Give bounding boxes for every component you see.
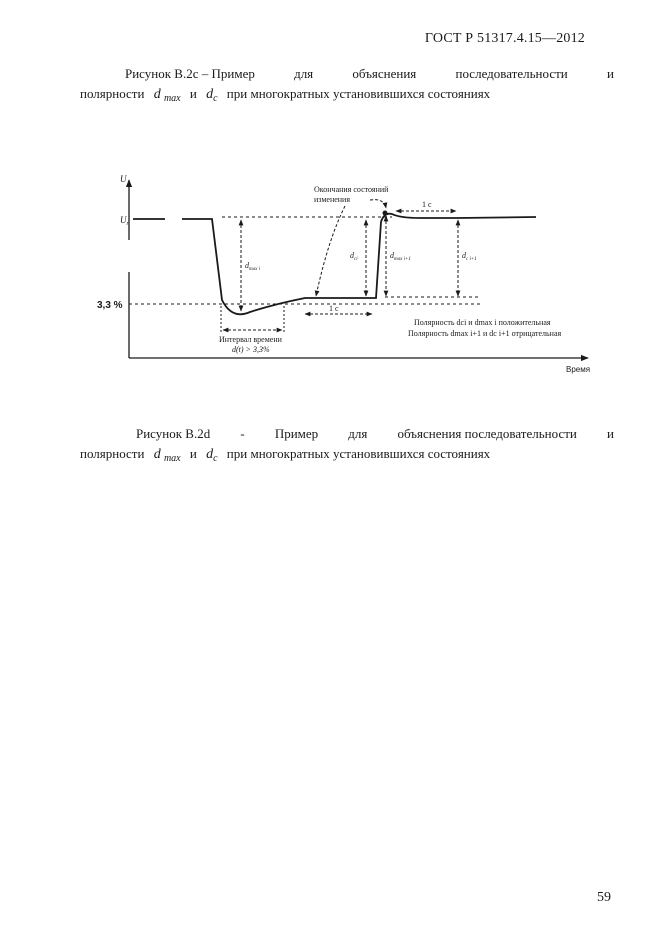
caption-word: объяснения последовательности xyxy=(397,426,577,441)
one-second-label-1: 1 с xyxy=(422,200,432,209)
dmax-i-label: $d_{max i}$ xyxy=(245,261,260,272)
caption-word: и xyxy=(606,66,614,81)
page-number: 59 xyxy=(597,890,611,905)
dmax-symbol: d xyxy=(153,87,161,102)
caption-prefix: полярности xyxy=(80,446,145,461)
caption-word: Рисунок В.2с – Пример xyxy=(125,66,255,81)
dmax-symbol: d xyxy=(153,447,161,462)
caption-word: последовательности xyxy=(455,66,568,81)
interval-label-2: d(t) > 3,3% xyxy=(232,345,270,354)
dc-symbol: d xyxy=(206,87,214,102)
caption-word: для xyxy=(348,426,368,441)
caption-suffix: при многократных установившихся состояниях xyxy=(226,446,491,461)
waveform-diagram xyxy=(0,0,661,400)
dc-subscript: c xyxy=(213,93,218,104)
caption-and: и xyxy=(189,86,197,101)
end-states-label-2: изменения xyxy=(314,195,351,204)
caption-suffix: при многократных установившихся состояниях xyxy=(226,86,491,101)
dmax-subscript: max xyxy=(163,93,181,104)
caption-word: и xyxy=(606,426,614,441)
dmax-subscript: max xyxy=(163,453,181,464)
x-axis-label: Время xyxy=(566,365,591,374)
polarity-negative-label: Полярность dmax i+1 и dc i+1 отрицательная xyxy=(408,329,562,338)
document-code: ГОСТ Р 51317.4.15—2012 xyxy=(424,31,585,46)
caption-line-2 xyxy=(80,444,614,469)
polarity-positive-label: Полярность dci и dmax i положительная xyxy=(414,318,551,327)
dci-label: $d_{ci}$ xyxy=(350,251,358,262)
caption-word: Рисунок В.2d xyxy=(136,426,211,441)
one-second-label-2: 1 с xyxy=(329,304,339,313)
caption-prefix: полярности xyxy=(80,86,145,101)
dmax-i1-label: $d_{max i+1}$ xyxy=(390,251,411,262)
dc-symbol: d xyxy=(206,447,214,462)
un-label: $U_n$ xyxy=(120,215,130,227)
caption-and: и xyxy=(189,446,197,461)
interval-label-1: Интервал времени xyxy=(219,335,282,344)
level-3-3-label: 3,3 % xyxy=(97,300,123,311)
end-states-label-1: Окончания состояний xyxy=(314,185,389,194)
caption-word: - xyxy=(240,426,245,441)
dc-subscript: c xyxy=(213,453,218,464)
end-states-arrow-2 xyxy=(370,200,386,208)
end-state-marker xyxy=(383,211,388,216)
dci1-label: $d_{c i+1}$ xyxy=(462,251,477,262)
voltage-waveform xyxy=(133,214,536,315)
end-states-arrow-1 xyxy=(316,206,345,296)
y-axis-label: U xyxy=(120,174,127,184)
y-axis-break xyxy=(125,240,133,272)
caption-line-1 xyxy=(80,424,614,444)
caption-word: объяснения xyxy=(352,66,417,81)
caption-word: для xyxy=(294,66,314,81)
figure-caption-b2d xyxy=(80,424,614,469)
caption-word: Пример xyxy=(274,426,319,441)
